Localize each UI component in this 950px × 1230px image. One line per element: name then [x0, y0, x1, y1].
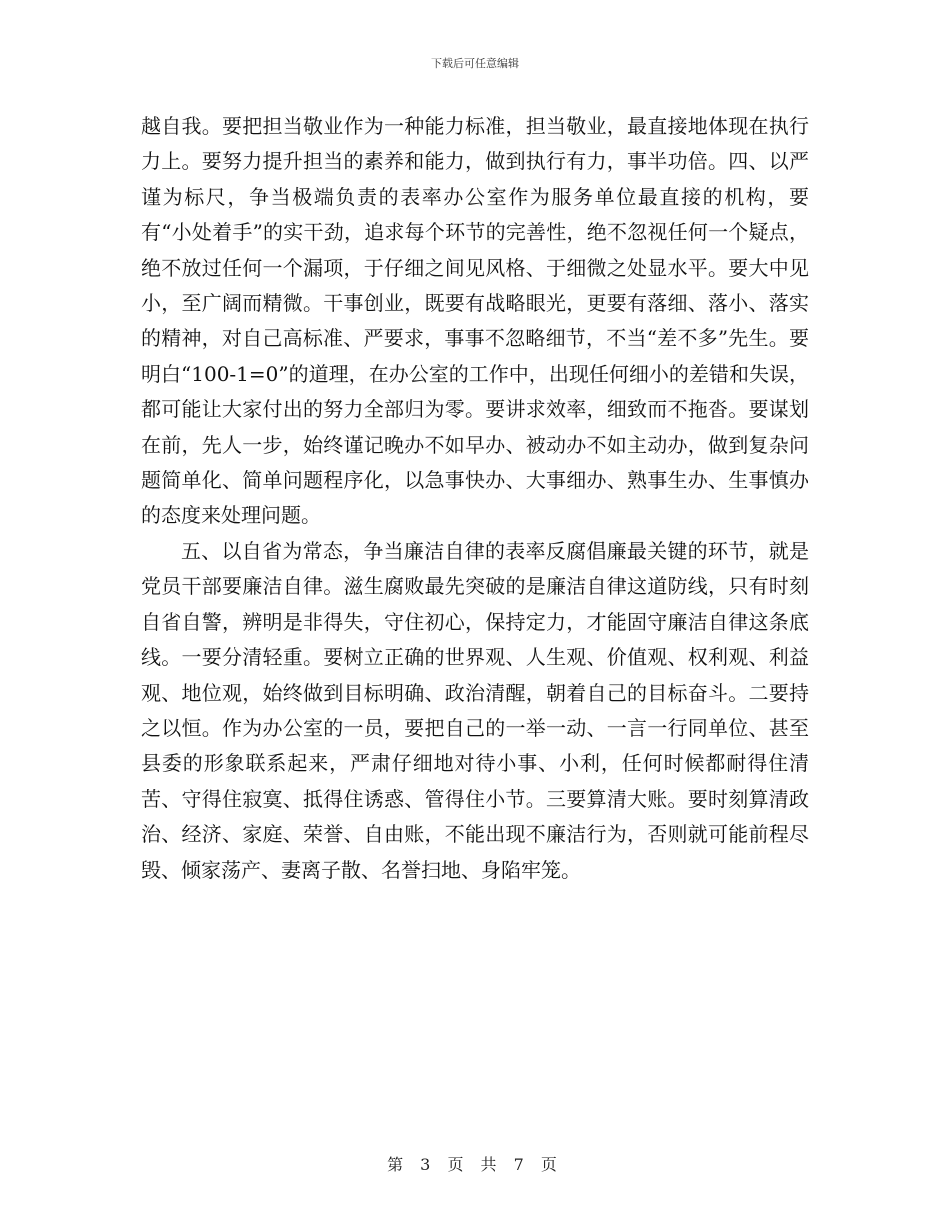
page-header: 下载后可任意编辑 — [431, 57, 519, 70]
page-number: 第 3 页 共 7 页 — [387, 1155, 563, 1174]
paragraph-section-five: 五、以自省为常态，争当廉洁自律的表率反腐倡廉最关键的环节，就是党员干部要廉洁自律。滋生腐败最先突破的是廉洁自律这道防线，只有时刻自省自警，辨明是非得失，守住初心，保持定力，才能固守廉洁自律这条底线。一要分清轻重。要树立正确的世界观、人生观、价值观、权利观、利益观、地位观，始终做到目标明确、政治清醒，朝着自己的目标奋斗。二要持之以恒。作为办公室的一员，要把自己的一举一动、一言一行同单位、甚至县委的形象联系起来，严肃仔细地对待小事、小利，任何时候都耐得住清苦、守得住寂寞、抵得住诱惑、管得住小节。三要算清大账。要时刻算清政治、经济、家庭、荣誉、自由账，不能出现不廉洁行为，否则就可能前程尽毁、倾家荡产、妻离子散、名誉扫地、身陷牢笼。 — [141, 538, 809, 882]
document-body — [141, 109, 809, 888]
paragraph-continued: 越自我。要把担当敬业作为一种能力标准，担当敬业，最直接地体现在执行力上。要努力提升担当的素养和能力，做到执行有力，事半功倍。四、以严谨为标尺，争当极端负责的表率办公室作为服务单位最直接的机构，要有“小处着手”的实干劲，追求每个环节的完善性，绝不忽视任何一个疑点，绝不放过任何一个漏项，于仔细之间见风格、于细微之处显水平。要大中见小，至广阔而精微。干事创业，既要有战略眼光，更要有落细、落小、落实的精神，对自己高标准、严要求，事事不忽略细节，不当“差不多”先生。要明白“100-1=0”的道理，在办公室的工作中，出现任何细小的差错和失误，都可能让大家付出的努力全部归为零。要讲求效率，细致而不拖沓。要谋划在前，先人一步，始终谨记晚办不如早办、被动办不如主动办，做到复杂问题简单化、简单问题程序化，以急事快办、大事细办、熟事生办、生事慎办的态度来处理问题。 — [141, 114, 809, 528]
